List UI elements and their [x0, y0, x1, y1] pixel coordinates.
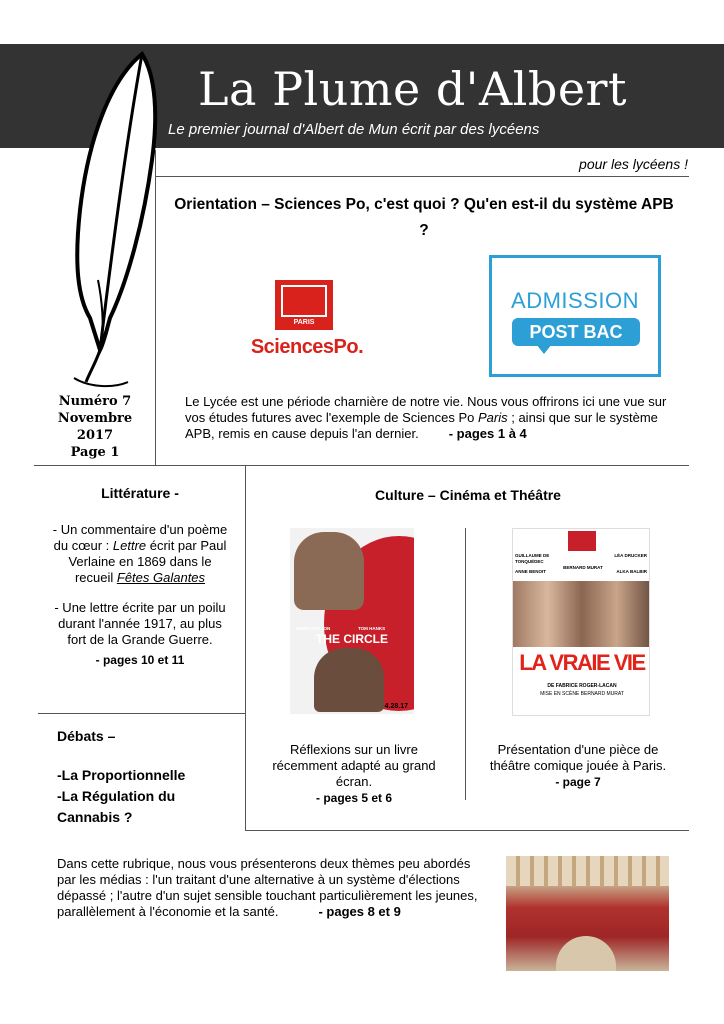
- debats-text-body: Dans cette rubrique, nous vous présenterons deux thèmes peu abordés par les médias : l'un traitant d'une alternative à un système d'élections dépassé ; l'autre d'un sujet sensible touchant particulièrement les jeunes, parallèlement à l'économie et la santé.: [57, 856, 478, 919]
- rule-culture-bottom: [245, 830, 689, 831]
- debats-heading-block: [57, 726, 227, 828]
- orientation-text-part1: Le Lycée est une période charnière de notre vie. Nous vous offrirons ici une vue sur vos études futures avec l'exemple de Sciences Po: [185, 394, 667, 425]
- apb-line1: ADMISSION: [511, 288, 639, 313]
- play-poster-cast5: ALKA BALBIR: [616, 569, 647, 574]
- issue-year: 2017: [76, 428, 114, 443]
- play-poster-badge: [568, 531, 596, 551]
- debats-text: [57, 856, 487, 920]
- litterature-item1-middle: écrit par Paul Verlaine en 1869 dans le recueil: [68, 538, 227, 585]
- litterature-pages: - pages 10 et 11: [95, 653, 185, 667]
- litterature-item2: - Une lettre écrite par un poilu durant l'année 1917, au plus fort de la Grande Guerre.: [54, 600, 226, 647]
- play-poster-cast1: GUILLAUME DE TONQUÉDEC: [515, 553, 550, 564]
- parliament-photo: [506, 856, 669, 971]
- culture-heading: Culture – Cinéma et Théâtre: [375, 487, 561, 503]
- film-pages: - pages 5 et 6: [315, 791, 393, 805]
- newspaper-subtitle: Le premier journal d'Albert de Mun écrit par des lycéens: [168, 121, 540, 138]
- litterature-text: [48, 522, 232, 668]
- parliament-photo-columns: [506, 856, 669, 886]
- sciencespo-city: PARIS: [293, 319, 315, 326]
- film-caption-text: Réflexions sur un livre récemment adapté au grand écran.: [272, 742, 436, 789]
- litterature-item1: [48, 522, 232, 586]
- play-poster-cast4: ANNE BENOIT: [515, 569, 547, 574]
- orientation-text-part2: ; ainsi que sur le système APB, remis en cause depuis l'an dernier.: [185, 410, 658, 441]
- play-poster-photo: [513, 581, 650, 647]
- litterature-item1-collection: Fêtes Galantes: [116, 570, 206, 585]
- issue-number: Numéro 7: [58, 394, 132, 409]
- film-poster-face1: [294, 532, 364, 610]
- film-poster-date: 4.28.17: [384, 703, 408, 710]
- rule-culture-divider: [465, 528, 466, 800]
- sciencespo-logo: [237, 280, 377, 362]
- debats-heading: Débats –: [57, 728, 116, 744]
- sciencespo-crest-icon: [275, 280, 333, 330]
- sciencespo-name: SciencesPo.: [250, 336, 364, 358]
- rule-under-tagline: [155, 176, 689, 177]
- play-poster-cast3: LÉA DRUCKER: [614, 553, 647, 558]
- litterature-item1-title: Lettre: [112, 538, 147, 553]
- play-poster: [512, 528, 650, 716]
- litterature-item1-before: - Un commentaire d'un poème du cœur :: [52, 522, 228, 553]
- orientation-text: [185, 394, 680, 442]
- issue-info: [38, 393, 152, 461]
- film-poster-actor1: EMMA WATSON: [296, 626, 331, 631]
- rule-left-column: [155, 150, 156, 465]
- debats-pages: - pages 8 et 9: [318, 904, 401, 919]
- play-pages: - page 7: [555, 775, 601, 789]
- quill-feather-icon: [70, 50, 162, 395]
- play-caption: [488, 742, 668, 790]
- tagline: pour les lycéens !: [579, 156, 688, 172]
- play-poster-author: DE FABRICE ROGER-LACAN: [547, 683, 617, 689]
- issue-month: Novembre: [57, 411, 133, 426]
- speech-tail-icon: [536, 344, 552, 354]
- orientation-text-italic: Paris: [477, 410, 508, 425]
- orientation-title: Orientation – Sciences Po, c'est quoi ? Qu'en est-il du système APB ?: [174, 196, 674, 239]
- film-poster-face2: [314, 648, 384, 712]
- film-poster-actor2: TOM HANKS: [358, 626, 386, 631]
- film-poster-title: THE CIRCLE: [316, 632, 388, 646]
- parliament-photo-floor: [556, 936, 616, 971]
- play-poster-title: LA VRAIE VIE: [519, 650, 645, 675]
- issue-page: Page 1: [70, 445, 120, 460]
- play-poster-director: MISE EN SCÈNE BERNARD MURAT: [540, 691, 624, 697]
- newspaper-title: La Plume d'Albert: [198, 62, 628, 116]
- apb-logo: [489, 255, 661, 377]
- film-poster: [290, 528, 414, 714]
- play-caption-text: Présentation d'une pièce de théâtre comique jouée à Paris.: [489, 742, 667, 773]
- play-poster-cast2: BERNARD MURAT: [563, 565, 603, 570]
- rule-litterature-bottom: [38, 713, 245, 714]
- litterature-heading: Littérature -: [101, 485, 179, 501]
- film-caption: [268, 742, 440, 806]
- rule-culture-left: [245, 465, 246, 831]
- orientation-pages: - pages 1 à 4: [448, 426, 527, 441]
- rule-mid: [34, 465, 689, 466]
- debats-topic2: -La Régulation du Cannabis ?: [57, 788, 176, 825]
- debats-topic1: -La Proportionnelle: [57, 767, 186, 783]
- apb-line2: POST BAC: [512, 318, 640, 346]
